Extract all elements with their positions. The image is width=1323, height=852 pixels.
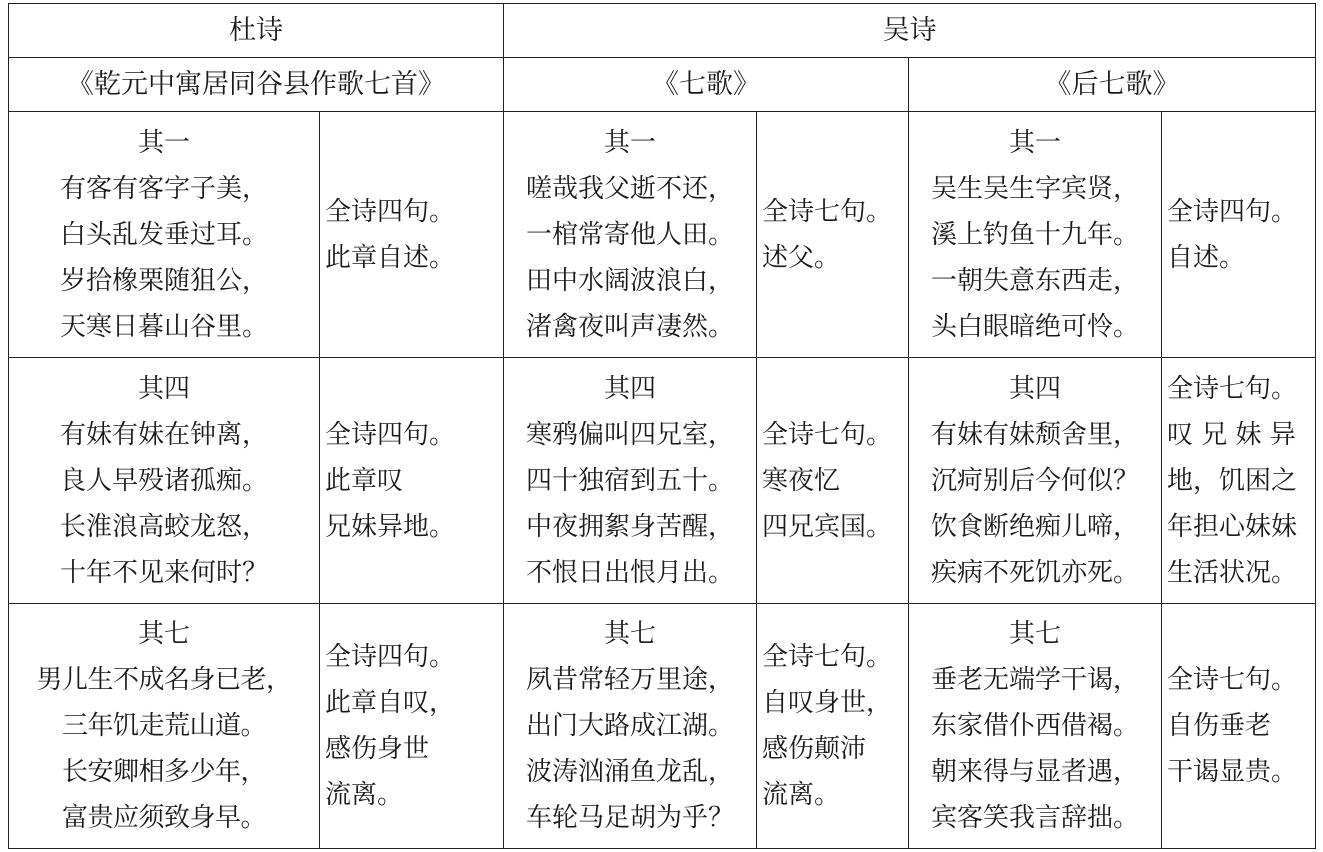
poem-comparison-table — [8, 3, 1316, 849]
poem-line: 长淮浪高蛟龙怒， — [59, 511, 268, 542]
poem-line: 良人早殁诸孤痴。 — [59, 465, 268, 496]
header-du-work-title: 《乾元中寓居同谷县作歌七首》 — [9, 58, 504, 112]
note-line: 流离。 — [762, 780, 841, 810]
wu-houqige-note-cell — [1162, 112, 1316, 358]
section-label: 其一 — [603, 127, 656, 158]
header-row-poets — [9, 4, 1316, 58]
note-line: 流离。 — [325, 780, 404, 810]
note-line: 生活状况。 — [1167, 557, 1298, 588]
section-label: 其四 — [603, 373, 656, 404]
poem-line: 沉疴别后今何似？ — [930, 465, 1139, 496]
note-line: 全诗七句。 — [762, 419, 893, 450]
note-line: 全诗七句。 — [762, 642, 893, 672]
wu-qige-poem-cell — [504, 112, 757, 358]
du-note-cell — [320, 112, 504, 358]
note-line: 此章自叹， — [325, 688, 456, 718]
poem-line: 男儿生不成名身已老， — [36, 665, 292, 695]
note-line: 年担心妹妹 — [1167, 511, 1298, 542]
note-line: 自伤垂老 — [1167, 711, 1272, 741]
poem-line: 东家借仆西借褐。 — [930, 711, 1139, 741]
wu-houqige-poem-cell — [909, 358, 1162, 604]
section-label: 其一 — [1008, 127, 1061, 158]
poem-line: 富贵应须致身早。 — [61, 803, 266, 833]
note-line: 感伤颠沛 — [762, 734, 867, 764]
note-line: 此章叹 — [325, 465, 404, 496]
poem-line: 白头乱发垂过耳。 — [59, 219, 268, 250]
header-row-works — [9, 58, 1316, 112]
poem-line: 波涛汹涌鱼龙乱， — [525, 757, 734, 787]
poem-line: 岁拾橡栗随狙公， — [59, 265, 268, 296]
poem-line: 夙昔常轻万里途， — [525, 665, 734, 695]
note-line: 干谒显贵。 — [1167, 757, 1298, 787]
poem-line: 饮食断绝痴儿啼， — [930, 511, 1139, 542]
poem-line: 疾病不死饥亦死。 — [930, 557, 1139, 588]
poem-line: 朝来得与显者遇， — [930, 757, 1139, 787]
poem-line: 车轮马足胡为乎？ — [525, 803, 734, 833]
header-wu-work-title-qige: 《七歌》 — [504, 58, 909, 112]
note-line: 全诗四句。 — [1167, 196, 1298, 227]
poem-line: 头白眼暗绝可怜。 — [930, 311, 1139, 342]
du-note-cell — [320, 358, 504, 604]
wu-houqige-poem-cell — [909, 604, 1162, 849]
note-line: 自叹身世， — [762, 688, 893, 718]
table-row-section-1 — [9, 112, 1316, 358]
note-line: 全诗七句。 — [1167, 665, 1298, 695]
note-line: 述父。 — [762, 242, 841, 273]
du-poem-cell — [9, 358, 320, 604]
wu-qige-note-cell — [757, 112, 909, 358]
note-line: 全诗七句。 — [1167, 373, 1298, 404]
header-wu-poems: 吴诗 — [504, 4, 1316, 58]
poem-line: 有妹有妹在钟离， — [59, 419, 268, 450]
note-line: 全诗四句。 — [325, 419, 456, 450]
poem-line: 出门大路成江湖。 — [525, 711, 734, 741]
poem-line: 寒鸦偏叫四兄室， — [525, 419, 734, 450]
poem-line: 垂老无端学干谒， — [930, 665, 1139, 695]
note-line: 此章自述。 — [325, 242, 456, 273]
poem-line: 有妹有妹颓舍里， — [930, 419, 1139, 450]
section-label: 其七 — [1008, 619, 1061, 649]
wu-qige-note-cell — [757, 358, 909, 604]
header-du-poems: 杜诗 — [9, 4, 504, 58]
poem-line: 田中水阔波浪白， — [525, 265, 734, 296]
poem-line: 吴生吴生字宾贤， — [930, 173, 1139, 204]
note-line: 全诗四句。 — [325, 642, 456, 672]
poem-line: 一朝失意东西走， — [930, 265, 1139, 296]
note-line: 自述。 — [1167, 242, 1246, 273]
poem-line: 天寒日暮山谷里。 — [59, 311, 268, 342]
du-poem-cell — [9, 112, 320, 358]
header-wu-work-title-houqige: 《后七歌》 — [909, 58, 1316, 112]
note-line: 感伤身世 — [325, 734, 430, 764]
note-line: 全诗四句。 — [325, 196, 456, 227]
poem-line: 渚禽夜叫声凄然。 — [525, 311, 734, 342]
table-row-section-4 — [9, 358, 1316, 604]
wu-houqige-note-cell — [1162, 604, 1316, 849]
poem-line: 一棺常寄他人田。 — [525, 219, 734, 250]
poem-line: 不恨日出恨月出。 — [525, 557, 734, 588]
note-line: 叹 兄 妹 异 — [1167, 419, 1296, 450]
poem-line: 十年不见来何时？ — [59, 557, 268, 588]
poem-line: 有客有客字子美， — [59, 173, 268, 204]
poem-line: 溪上钓鱼十九年。 — [930, 219, 1139, 250]
poem-line: 长安卿相多少年， — [61, 757, 266, 787]
table-row-section-7 — [9, 604, 1316, 849]
section-label: 其一 — [137, 127, 190, 158]
poem-line: 四十独宿到五十。 — [525, 465, 734, 496]
note-line: 寒夜忆 — [762, 465, 841, 496]
poem-line: 嗟哉我父逝不还， — [525, 173, 734, 204]
poem-line: 三年饥走荒山道。 — [61, 711, 266, 741]
du-note-cell — [320, 604, 504, 849]
poem-line: 中夜拥絮身苦醒， — [525, 511, 734, 542]
poem-line: 宾客笑我言辞拙。 — [930, 803, 1139, 833]
wu-qige-note-cell — [757, 604, 909, 849]
note-line: 兄妹异地。 — [325, 511, 456, 542]
section-label: 其四 — [1008, 373, 1061, 404]
wu-houqige-poem-cell — [909, 112, 1162, 358]
note-line: 地，饥困之 — [1167, 465, 1298, 496]
wu-qige-poem-cell — [504, 604, 757, 849]
wu-houqige-note-cell — [1162, 358, 1316, 604]
wu-qige-poem-cell — [504, 358, 757, 604]
note-line: 四兄宾国。 — [762, 511, 893, 542]
note-line: 全诗七句。 — [762, 196, 893, 227]
section-label: 其四 — [137, 373, 190, 404]
du-poem-cell — [9, 604, 320, 849]
section-label: 其七 — [603, 619, 656, 649]
section-label: 其七 — [137, 619, 190, 649]
